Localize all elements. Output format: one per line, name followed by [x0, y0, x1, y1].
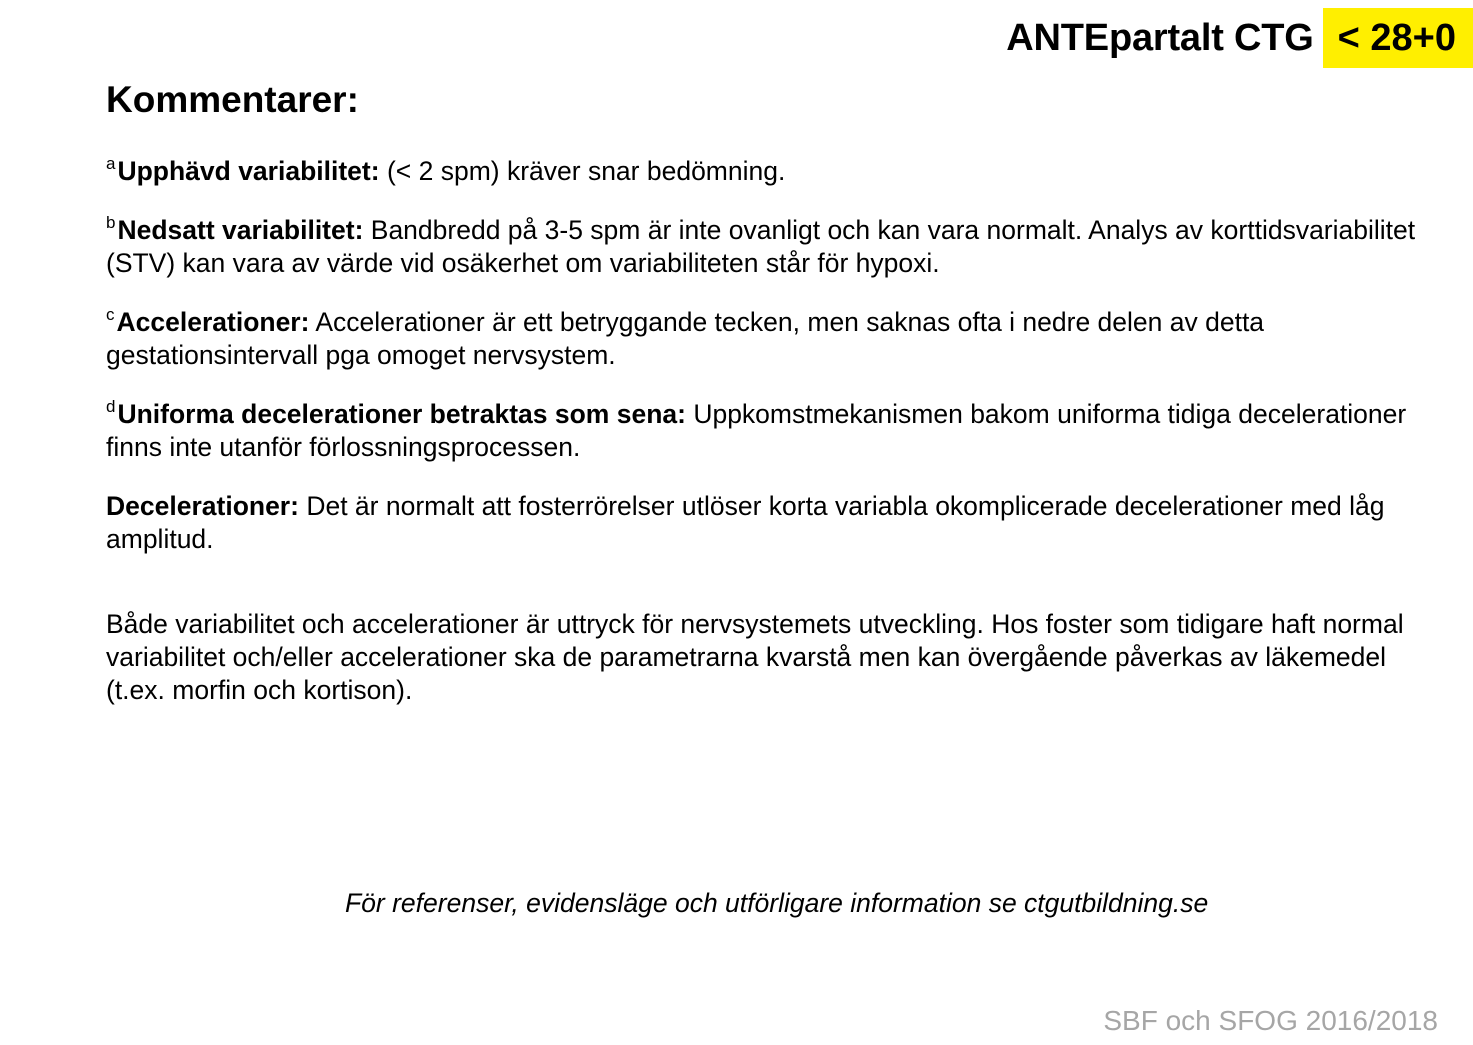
comment-item-b [106, 214, 1426, 280]
credit-line: SBF och SFOG 2016/2018 [1103, 1005, 1438, 1036]
comment-body-c: Accelerationer är ett betryggande tecken, men saknas ofta i nedre delen av detta gestationsintervall pga omoget nervsystem. [106, 306, 1265, 370]
footnote-marker-a: a [106, 153, 116, 173]
comment-lead-a: Upphävd variabilitet: [117, 155, 380, 186]
comment-item-decelerationer [106, 490, 1426, 556]
footnote-marker-b: b [106, 212, 116, 232]
comment-body-a: (< 2 spm) kräver snar bedömning. [379, 155, 786, 186]
slide-body [106, 80, 1426, 733]
comment-lead-c: Accelerationer: [116, 306, 310, 337]
reference-note: För referenser, evidensläge och utförligare information se ctgutbildning.se [345, 888, 1209, 918]
comment-item-a [106, 155, 1426, 188]
gestational-age-badge: < 28+0 [1323, 8, 1473, 68]
comment-body-b: Bandbredd på 3-5 spm är inte ovanligt och kan vara normalt. Analys av korttidsvariabilitet (STV) kan vara av värde vid osäkerhet om variabiliteten står för hypoxi. [106, 214, 1416, 278]
page-title: Kommentarer: [106, 79, 359, 120]
comment-item-c [106, 306, 1426, 372]
slide-header [1006, 8, 1473, 68]
comment-body-d: Uppkomstmekanismen bakom uniforma tidiga decelerationer finns inte utanför förlossningsprocessen. [106, 398, 1407, 462]
closing-paragraph: Både variabilitet och accelerationer är uttryck för nervsystemets utveckling. Hos foster som tidigare haft normal variabilitet och/eller accelerationer ska de parametrarna kvarstå men kan övergående påverkas av läkemedel (t.ex. morfin och kortison). [106, 608, 1404, 705]
footnote-marker-c: c [106, 304, 115, 324]
comment-body-decelerationer: Det är normalt att fosterrörelser utlöser korta variabla okomplicerade decelerationer med låg amplitud. [106, 490, 1385, 554]
comment-lead-decelerationer: Decelerationer: [106, 490, 299, 521]
slide-header-title: ANTEpartalt CTG [1006, 17, 1314, 59]
comment-lead-d: Uniforma decelerationer betraktas som sena: [117, 398, 686, 429]
comment-lead-b: Nedsatt variabilitet: [117, 214, 364, 245]
comment-item-d [106, 398, 1426, 464]
footnote-marker-d: d [106, 396, 116, 416]
